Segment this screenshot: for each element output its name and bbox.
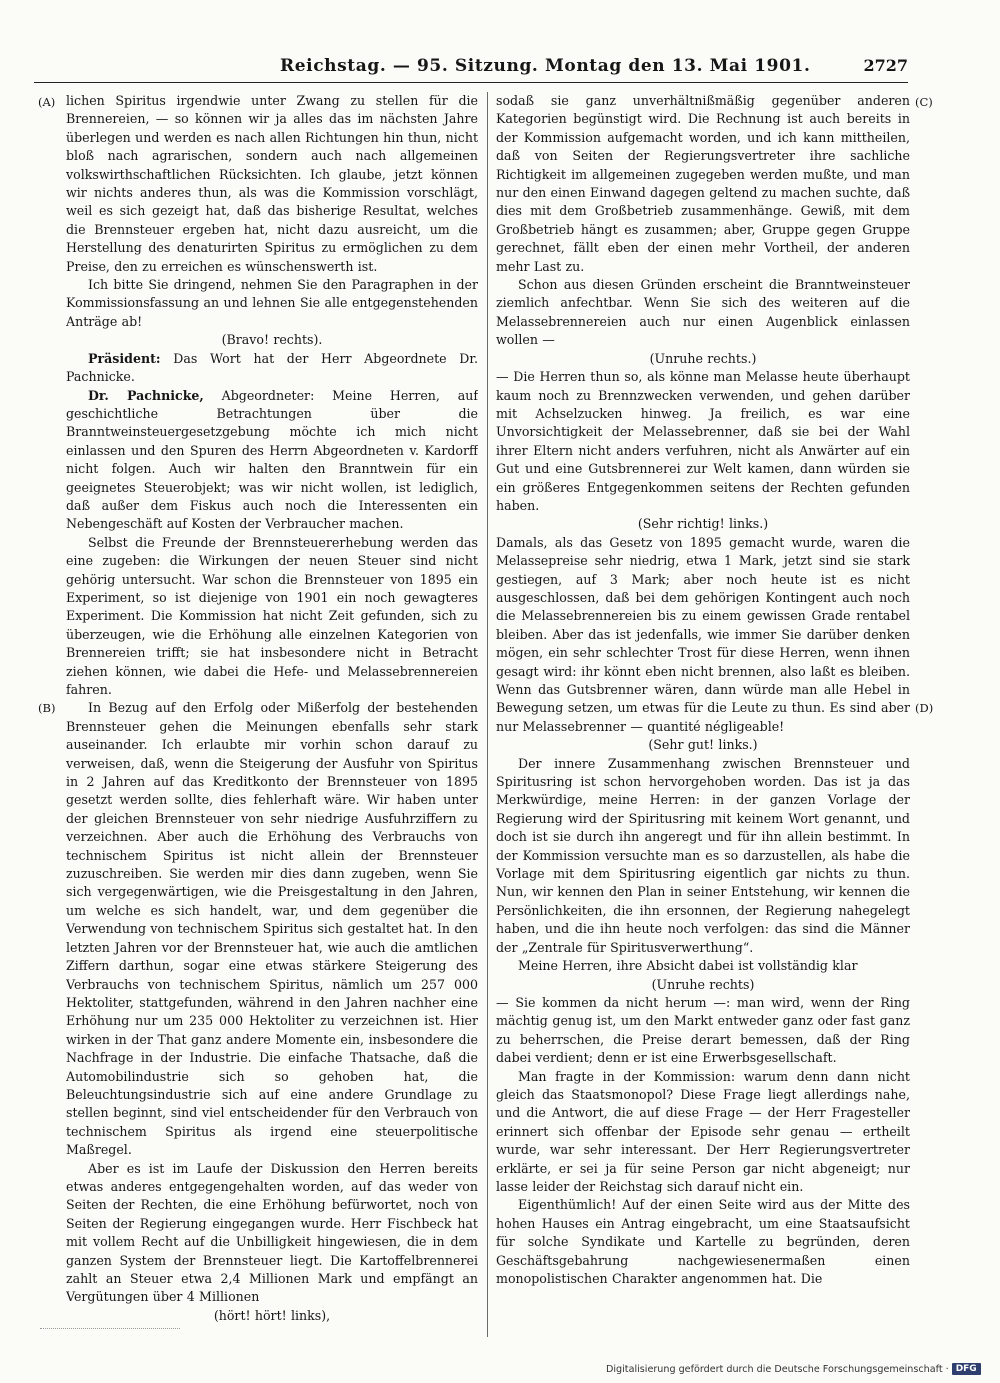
paragraph: lichen Spiritus irgendwie unter Zwang zu stellen für die Brennereien, — so können wir ja alles das im nächsten Jahre überlegen und werden es nach allen Richtungen hin thun, nicht bloß nach agrarischen, sondern auch nach allgemeinen volkswirthschaftlichen Rücksichten. Ich glaube, jetzt können wir nichts anderes thun, als was die Kommission vorschlägt, weil es sich gezeigt hat, daß das bisherige Resultat, welches die Brennsteuer ergeben hat, nicht dazu ausreicht, um die Herstellung des denaturirten Spiritus zu ermöglichen zu dem Preise, den zu erreichen es wünschenswerth ist. xyxy=(66,93,478,274)
page-number: 2727 xyxy=(863,56,908,75)
paragraph: In Bezug auf den Erfolg oder Mißerfolg der bestehenden Brennsteuer gehen die Meinungen ebenfalls sehr stark auseinander. Ich erlaubte mir vorhin schon darauf zu verweisen, daß, wenn die Steigerung der Ausfuhr von Spiritus in 2 Jahren auf das Kreditkonto der Brennsteuer von 1895 gesetzt werden sollte, dies fehlerhaft wäre. Wir haben unter der gleichen Brennsteuer von sehr niedrige Ausfuhrziffern zu verzeichnen. Aber auch die Erhöhung des Verbrauchs von technischem Spiritus ist nicht allein der Brennsteuer zuzuschreiben. Sie werden mir dies dann zugeben, wenn Sie sich vergegenwärtigen, wie die Preisgestaltung in den Jahren, um welche es sich handelt, war, und dem gegenüber die Verwendung von technischem Spiritus sich gestaltet hat. In den letzten Jahren vor der Brennsteuer hat, wie auch die amtlichen Ziffern darthun, sogar eine etwas stärkere Steigerung des Verbrauchs von technischem Spiritus, nämlich um 257 000 Hektoliter, stattgefunden, während in den Jahren nachher eine Erhöhung nur um 235 000 Hektoliter zu verzeichnen ist. Hier wirken in der That ganz andere Momente ein, insbesondere die Nachfrage in der Industrie. Die einfache Thatsache, daß die Automobilindustrie sich so gehoben hat, die Beleuchtungsindustrie sich auf eine andere Grundlage zu stellen beginnt, sind viel entscheidender für den Verbrauch von technischem Spiritus als irgend eine steuerpolitische Maßregel. xyxy=(66,700,478,1158)
speech-paragraph xyxy=(66,350,478,387)
margin-marker-a: (A) xyxy=(38,95,56,109)
interjection: (Sehr gut! links.) xyxy=(648,737,758,753)
paragraph: Man fragte in der Kommission: warum denn dann nicht gleich das Staatsmonopol? Diese Frage liegt allerdings nahe, und die Antwort, die auf diese Frage — der Herr Fragesteller erinnert sich offenbar der Episode sehr genau — ertheilt wurde, war sehr interessant. Der Herr Regierungsvertreter erklärte, er sei ja für seine Person gar nicht abgeneigt; nur lasse leider der Reichstag sich darauf nicht ein. xyxy=(496,1068,910,1194)
paragraph: Eigenthümlich! Auf der einen Seite wird aus der Mitte des hohen Hauses ein Antrag eingebracht, um eine Staatsaufsicht für solche Syndikate und Kartelle zu begründen, deren Geschäftsgebahrung nachgewiesenermaßen einen monopolistischen Charakter angenommen hat. Die xyxy=(496,1197,910,1286)
speaker-name: Präsident: xyxy=(88,350,161,366)
page-header xyxy=(34,52,908,83)
paragraph: sodaß sie ganz unverhältnißmäßig gegenüber anderen Kategorien begünstigt wird. Die Rechnung ist auch bereits in der Kommission aufgemacht worden, und ich kann mittheilen, daß von Seiten der Regierungsvertreter ihre sachliche Richtigkeit im allgemeinen zugegeben werden mußte, und man nur den einen Einwand dagegen geltend zu machen suchte, daß dies mit dem Großbetrieb zusammenhänge. Gewiß, mit dem Großbetrieb hängt es zusammen; aber, Gruppe gegen Gruppe gerechnet, fällt eben der einen mehr Vortheil, der anderen mehr Last zu. xyxy=(496,93,910,274)
right-column xyxy=(496,92,910,1352)
paragraph: — Die Herren thun so, als könne man Melasse heute überhaupt kaum noch zu Brennzwecken verwenden, und gehen darüber mit Achselzucken hinweg. Ja freilich, es war eine Unvorsichtigkeit der Melassebrenner, daß sie bei der Wahl ihrer Eltern nicht anders verfuhren, nicht als Anwärter auf ein Gut und eine Gutsbrennerei zur Welt kamen, dann würden sie ein größeres Entgegenkommen seitens der Rechten gefunden haben. xyxy=(496,369,910,513)
interjection: (Unruhe rechts.) xyxy=(649,350,757,366)
paragraph: Schon aus diesen Gründen erscheint die Branntweinsteuer ziemlich anfechtbar. Wenn Sie sich des weiteren auf die Melassebrennereien auch nur einen Augenblick einlassen wollen — xyxy=(496,277,910,348)
speech-text: Das Wort hat der Herr Abgeordnete Dr. Pachnicke. xyxy=(66,350,478,385)
margin-marker-d: (D) xyxy=(915,701,934,715)
interjection: (Unruhe rechts) xyxy=(651,976,755,992)
running-title: Reichstag. — 95. Sitzung. Montag den 13. Mai 1901. xyxy=(280,56,811,76)
paragraph: Damals, als das Gesetz von 1895 gemacht wurde, waren die Melassepreise sehr niedrig, etwa 1 Mark, jetzt sind sie stark gestiegen, auf 3 Mark; aber noch heute ist es nicht ausgeschlossen, daß bei dem gehörigen Kontingent auch noch die Melassebrennereien bis zu einem gewissen Grade rentabel bleiben. Aber das ist jedenfalls, wie immer Sie darüber denken mögen, ein sehr schlechter Trost für diese Herren, wenn ihnen gesagt wird: ihr könnt eben nicht brennen, also laßt es bleiben. Wenn das Gutsbrenner wären, dann würde man alle Hebel in Bewegung setzen, um etwas für die Leute zu thun. Es sind aber nur Melassebrenner — quantité négligeable! xyxy=(496,534,910,734)
margin-marker-b: (B) xyxy=(38,701,56,715)
paragraph: Aber es ist im Laufe der Diskussion den Herren bereits etwas anderes entgegengehalten worden, auf das weder von Seiten der Rechten, die eine Erhöhung befürwortet, noch von Seiten der Regierung eingegangen wurde. Herr Fischbeck hat mit vollem Recht auf die Unbilligkeit hingewiesen, die in dem ganzen System der Brennsteuer liegt. Die Kartoffelbrennerei zahlt an Steuer etwa 2,4 Millionen Mark und empfängt an Vergütungen über 4 Millionen xyxy=(66,1160,478,1305)
speech-paragraph xyxy=(66,387,478,534)
column-divider xyxy=(487,92,488,1337)
margin-marker-c: (C) xyxy=(915,95,933,109)
page-footer xyxy=(606,1361,981,1377)
paragraph: Meine Herren, ihre Absicht dabei ist vollständig klar xyxy=(518,958,858,974)
dfg-logo: DFG xyxy=(952,1363,981,1375)
speaker-name: Dr. Pachnicke, xyxy=(88,387,204,403)
paragraph: Der innere Zusammenhang zwischen Brennsteuer und Spiritusring ist schon hervorgehoben worden. Das ist ja das Merkwürdige, meine Herren: in der ganzen Vorlage der Regierung wird der Spiritusring mit keinem Wort genannt, und doch ist sie durch ihn angeregt und für ihn allein bestimmt. In der Kommission versuchte man es so darzustellen, als habe die Vorlage mit dem Spiritusring eigentlich gar nichts zu thun. Nun, wir kennen den Plan in seiner Entstehung, wir kennen die Persönlichkeiten, die ihn ersonnen, der Regierung nahegelegt haben, und die ihn heute noch verfolgen: das sind die Männer der „Zentrale für Spiritusverwerthung“. xyxy=(496,755,910,955)
interjection: (hört! hört! links), xyxy=(213,1307,331,1323)
funding-note: Digitalisierung gefördert durch die Deutsche Forschungsgemeinschaft · xyxy=(606,1363,949,1375)
bottom-dotted-rule xyxy=(40,1328,180,1329)
paragraph: — Sie kommen da nicht herum —: man wird, wenn der Ring mächtig genug ist, um den Markt entweder ganz oder fast ganz zu beherrschen, die Preise derart bemessen, daß der Ring dabei verdient; denn er ist eine Erwerbsgesellschaft. xyxy=(496,994,910,1066)
paragraph: Ich bitte Sie dringend, nehmen Sie den Paragraphen in der Kommissionsfassung an und lehnen Sie alle entgegenstehenden Anträge ab! xyxy=(66,277,478,329)
left-column xyxy=(66,92,478,1352)
paragraph: Selbst die Freunde der Brennsteuererhebung werden das eine zugeben: die Wirkungen der neuen Steuer sind nicht gehörig untersucht. War schon die Brennsteuer von 1895 ein Experiment, so ist diejenige von 1901 ein noch gewagteres Experiment. Die Kommission hat nicht Zeit gefunden, sich zu überzeugen, wie die Erhöhung alle einzelnen Kategorien von Brennereien trifft; sie hat insbesondere nicht in Betracht ziehen können, wie dabei die Hefe- und Melassebrennereien fahren. xyxy=(66,534,478,697)
interjection: (Bravo! rechts). xyxy=(221,332,323,348)
interjection: (Sehr richtig! links.) xyxy=(637,516,769,532)
speech-text: Abgeordneter: Meine Herren, auf geschichtliche Betrachtungen über die Branntweinsteuergesetzgebung möchte ich mich nicht einlassen und den Spuren des Herrn Abgeordneten v. Kardorff nicht folgen. Auch wir halten den Branntwein für ein geeignetes Steuerobjekt; was wir nicht wollen, ist lediglich, daß außer dem Fiskus auch noch die Interessenten ein Nebengeschäft auf Kosten der Verbraucher machen. xyxy=(66,387,478,532)
